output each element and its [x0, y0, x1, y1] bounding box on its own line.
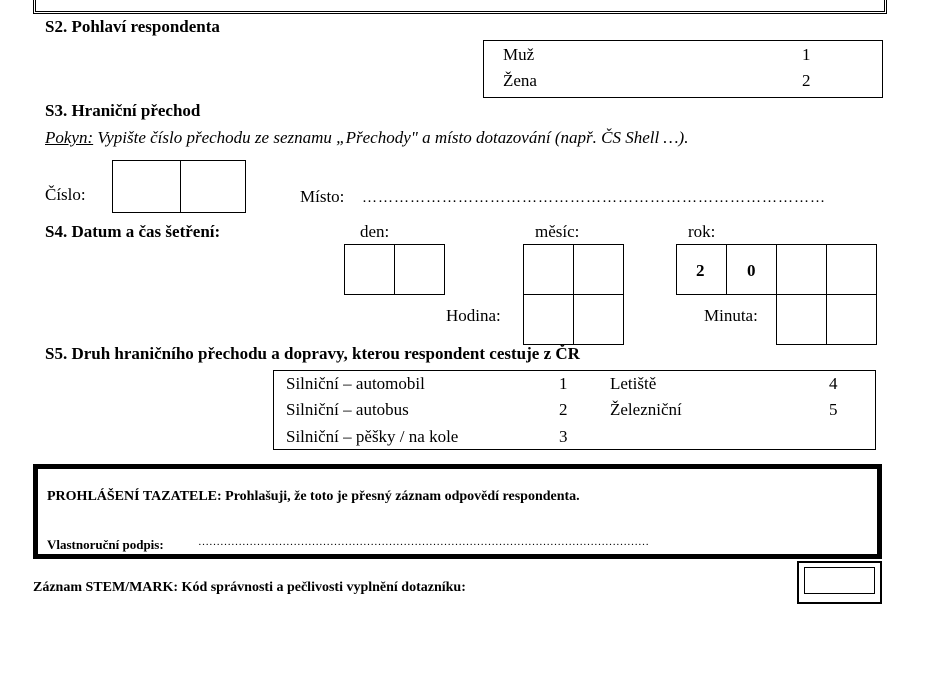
transport-option-label[interactable]: Silniční – autobus	[286, 400, 409, 419]
crossing-number-input[interactable]	[112, 160, 246, 213]
transport-option-label[interactable]: Silniční – automobil	[286, 374, 425, 393]
crossing-place-field[interactable]: ……………………………………………………………………………	[362, 190, 826, 206]
record-text: Záznam STEM/MARK: Kód správnosti a pečlivosti vyplnění dotazníku:	[33, 580, 466, 595]
s5-heading: S5. Druh hraničního přechodu a dopravy, kterou respondent cestuje z ČR	[45, 344, 580, 363]
month-label: měsíc:	[535, 222, 580, 241]
crossing-number-label: Číslo:	[45, 185, 86, 204]
s5-options-box	[273, 370, 876, 450]
month-digit-2[interactable]	[573, 244, 624, 295]
signature-field[interactable]: ……………………………………………………………………………………………………………	[198, 536, 649, 548]
s2-options-box	[483, 40, 883, 98]
declaration-text: PROHLÁŠENÍ TAZATELE: Prohlašuji, že toto je přesný záznam odpovědí respondenta.	[47, 489, 580, 504]
transport-option-code: 1	[559, 374, 568, 393]
year-digit-value: 0	[747, 261, 756, 280]
hour-digit-2[interactable]	[573, 294, 624, 345]
year-digit-1	[676, 244, 727, 295]
minute-label: Minuta:	[704, 306, 758, 325]
hour-digit-1[interactable]	[523, 294, 574, 345]
top-frame-remnant	[33, 0, 887, 14]
transport-option-code: 2	[559, 400, 568, 419]
s3-heading: S3. Hraniční přechod	[45, 101, 201, 120]
signature-label: Vlastnoruční podpis:	[47, 537, 164, 552]
year-label: rok:	[688, 222, 716, 241]
day-digit-2[interactable]	[394, 244, 445, 295]
transport-option-code: 4	[829, 374, 838, 393]
instruction-text: Vypište číslo přechodu ze seznamu „Přechody" a místo dotazování (např. ČS Shell …).	[93, 128, 689, 147]
minute-digit-2[interactable]	[826, 294, 877, 345]
instruction-prefix: Pokyn:	[45, 128, 94, 147]
transport-option-code: 5	[829, 400, 838, 419]
transport-option-label[interactable]: Železniční	[610, 400, 682, 419]
day-digit-1[interactable]	[344, 244, 395, 295]
transport-option-code: 3	[559, 427, 568, 446]
minute-digit-1[interactable]	[776, 294, 827, 345]
cell-divider	[180, 161, 181, 212]
declaration-box	[33, 464, 882, 559]
year-digit-value: 2	[696, 261, 705, 280]
s2-option-code: 1	[802, 45, 811, 64]
s2-option-label[interactable]: Žena	[503, 71, 537, 90]
transport-option-label[interactable]: Silniční – pěšky / na kole	[286, 427, 459, 446]
s2-option-code: 2	[802, 71, 811, 90]
s2-option-label[interactable]: Muž	[503, 45, 535, 64]
year-digit-4[interactable]	[826, 244, 877, 295]
year-digit-2	[726, 244, 777, 295]
s3-instruction	[45, 128, 688, 148]
month-digit-1[interactable]	[523, 244, 574, 295]
crossing-place-label: Místo:	[300, 187, 345, 206]
s4-heading: S4. Datum a čas šetření:	[45, 222, 221, 241]
s2-heading: S2. Pohlaví respondenta	[45, 17, 220, 36]
day-label: den:	[360, 222, 390, 241]
record-inner-box	[804, 567, 875, 594]
year-digit-3[interactable]	[776, 244, 827, 295]
record-code-input[interactable]	[797, 561, 882, 604]
transport-option-label[interactable]: Letiště	[610, 374, 657, 393]
hour-label: Hodina:	[446, 306, 501, 325]
